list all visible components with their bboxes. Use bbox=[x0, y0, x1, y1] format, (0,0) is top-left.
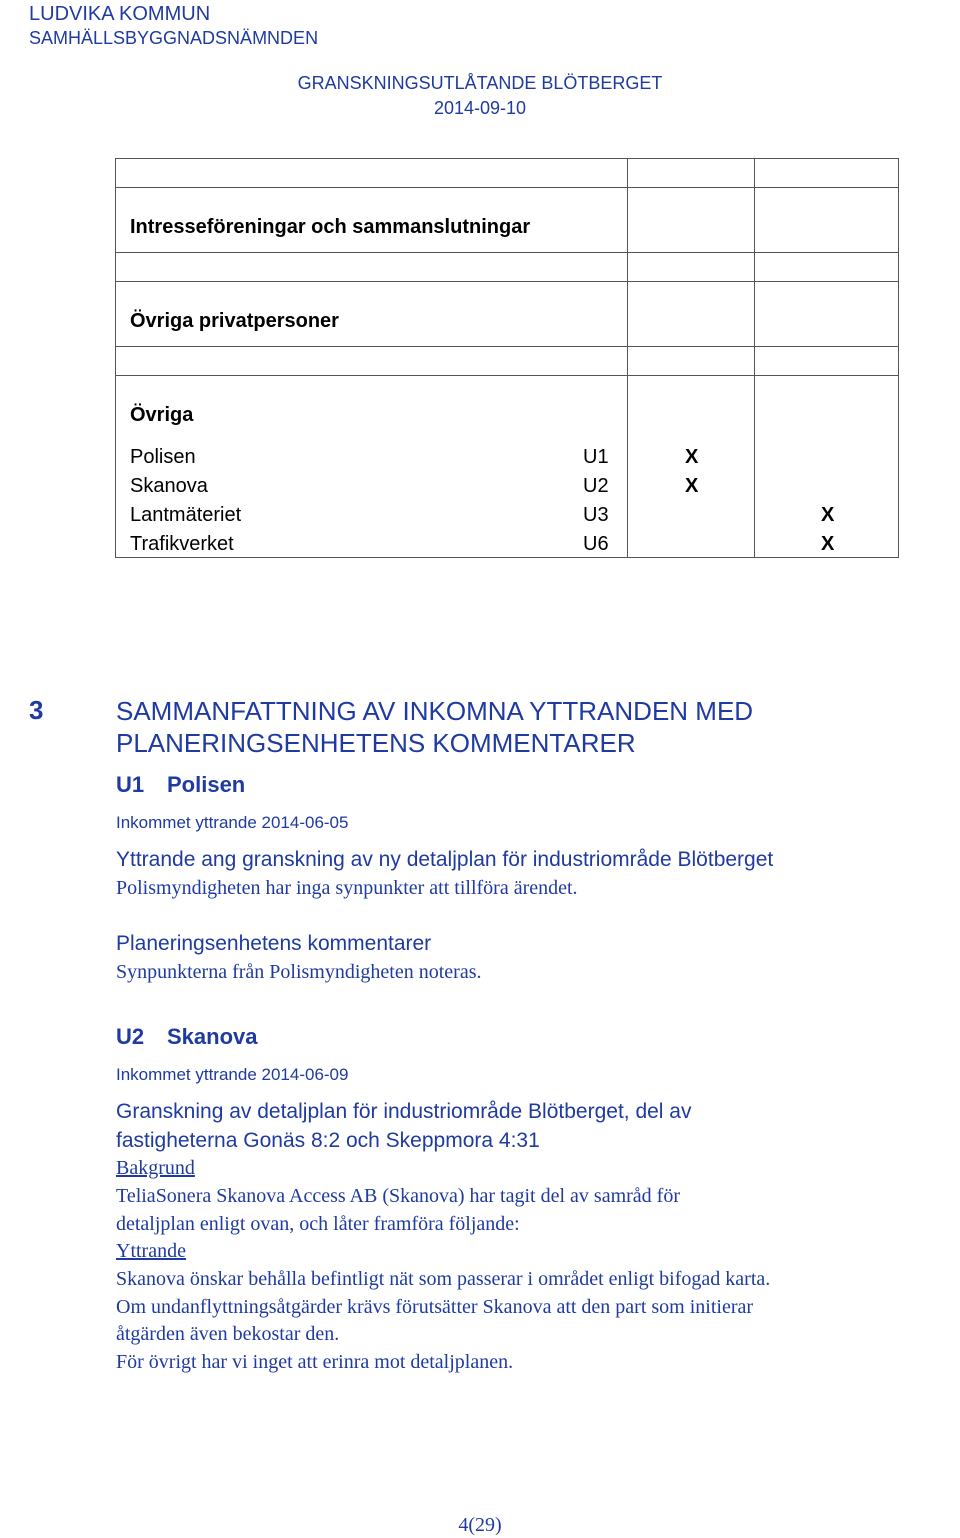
u2-subject-line1: Granskning av detaljplan för industriområde Blötberget, del av bbox=[116, 1100, 692, 1123]
row-code: U3 bbox=[583, 504, 609, 526]
category-label: Övriga bbox=[130, 404, 194, 426]
document-title: GRANSKNINGSUTLÅTANDE BLÖTBERGET bbox=[297, 73, 663, 93]
row-name: Polisen bbox=[130, 446, 196, 468]
row-name: Lantmäteriet bbox=[130, 504, 242, 526]
category-label: Intresseföreningar och sammanslutningar bbox=[130, 216, 531, 238]
u2-statement-line1: Skanova önskar behålla befintligt nät som passerar i området enligt bifogad karta. bbox=[116, 1268, 771, 1290]
u2-background-line2: detaljplan enligt ovan, och låter framföra följande: bbox=[116, 1213, 520, 1235]
table-divider-2 bbox=[754, 158, 755, 558]
u2-statement-line2: Om undanflyttningsåtgärder krävs förutsätter Skanova att den part som initierar bbox=[116, 1296, 754, 1318]
u2-code: U2 bbox=[116, 1024, 145, 1049]
section-number: 3 bbox=[29, 695, 44, 725]
u1-received: Inkommet yttrande 2014-06-05 bbox=[116, 813, 349, 832]
row-mark-col2: X bbox=[821, 533, 835, 555]
row-mark-col1: X bbox=[685, 446, 699, 468]
u2-statement-line4: För övrigt har vi inget att erinra mot detaljplanen. bbox=[116, 1351, 514, 1373]
document-date: 2014-09-10 bbox=[433, 98, 527, 118]
page-number: 4(29) bbox=[458, 1514, 502, 1536]
row-code: U6 bbox=[583, 533, 609, 555]
u1-code: U1 bbox=[116, 772, 145, 797]
u2-statement-line3: åtgärden även bekostar den. bbox=[116, 1323, 340, 1345]
u2-name: Skanova bbox=[167, 1024, 258, 1049]
table-border-right bbox=[898, 158, 899, 558]
row-name: Trafikverket bbox=[130, 533, 234, 555]
table-hline bbox=[115, 375, 898, 376]
u2-background-heading: Bakgrund bbox=[116, 1157, 195, 1179]
table-border-left bbox=[115, 158, 116, 558]
u1-subject: Yttrande ang granskning av ny detaljplan för industriområde Blötberget bbox=[116, 848, 774, 871]
row-mark-col1: X bbox=[685, 475, 699, 497]
u1-comment: Synpunkterna från Polismyndigheten noteras. bbox=[116, 961, 482, 983]
table-hline bbox=[115, 281, 898, 282]
organization-name: LUDVIKA KOMMUN bbox=[29, 3, 211, 25]
u1-name: Polisen bbox=[167, 772, 246, 797]
table-divider-1 bbox=[627, 158, 628, 558]
u2-statement-heading: Yttrande bbox=[116, 1240, 186, 1262]
u2-background-line1: TeliaSonera Skanova Access AB (Skanova) har tagit del av samråd för bbox=[116, 1185, 680, 1207]
row-mark-col2: X bbox=[821, 504, 835, 526]
table-hline bbox=[115, 187, 898, 188]
table-border-top bbox=[115, 158, 898, 159]
department-name: SAMHÄLLSBYGGNADSNÄMNDEN bbox=[29, 28, 319, 48]
table-border-bottom bbox=[115, 557, 898, 558]
row-name: Skanova bbox=[130, 475, 208, 497]
u1-statement: Polismyndigheten har inga synpunkter att tillföra ärendet. bbox=[116, 877, 578, 899]
section-title: SAMMANFATTNING AV INKOMNA YTTRANDEN MED PLANERINGSENHETENS KOMMENTARER bbox=[116, 696, 754, 758]
respondents-table bbox=[115, 158, 898, 558]
u2-subject-line2: fastigheterna Gonäs 8:2 och Skeppmora 4:31 bbox=[116, 1129, 540, 1152]
table-hline bbox=[115, 346, 898, 347]
u2-received: Inkommet yttrande 2014-06-09 bbox=[116, 1065, 349, 1084]
category-label: Övriga privatpersoner bbox=[130, 310, 339, 332]
row-code: U2 bbox=[583, 475, 609, 497]
u1-comment-heading: Planeringsenhetens kommentarer bbox=[116, 932, 432, 955]
table-hline bbox=[115, 252, 898, 253]
row-code: U1 bbox=[583, 446, 609, 468]
